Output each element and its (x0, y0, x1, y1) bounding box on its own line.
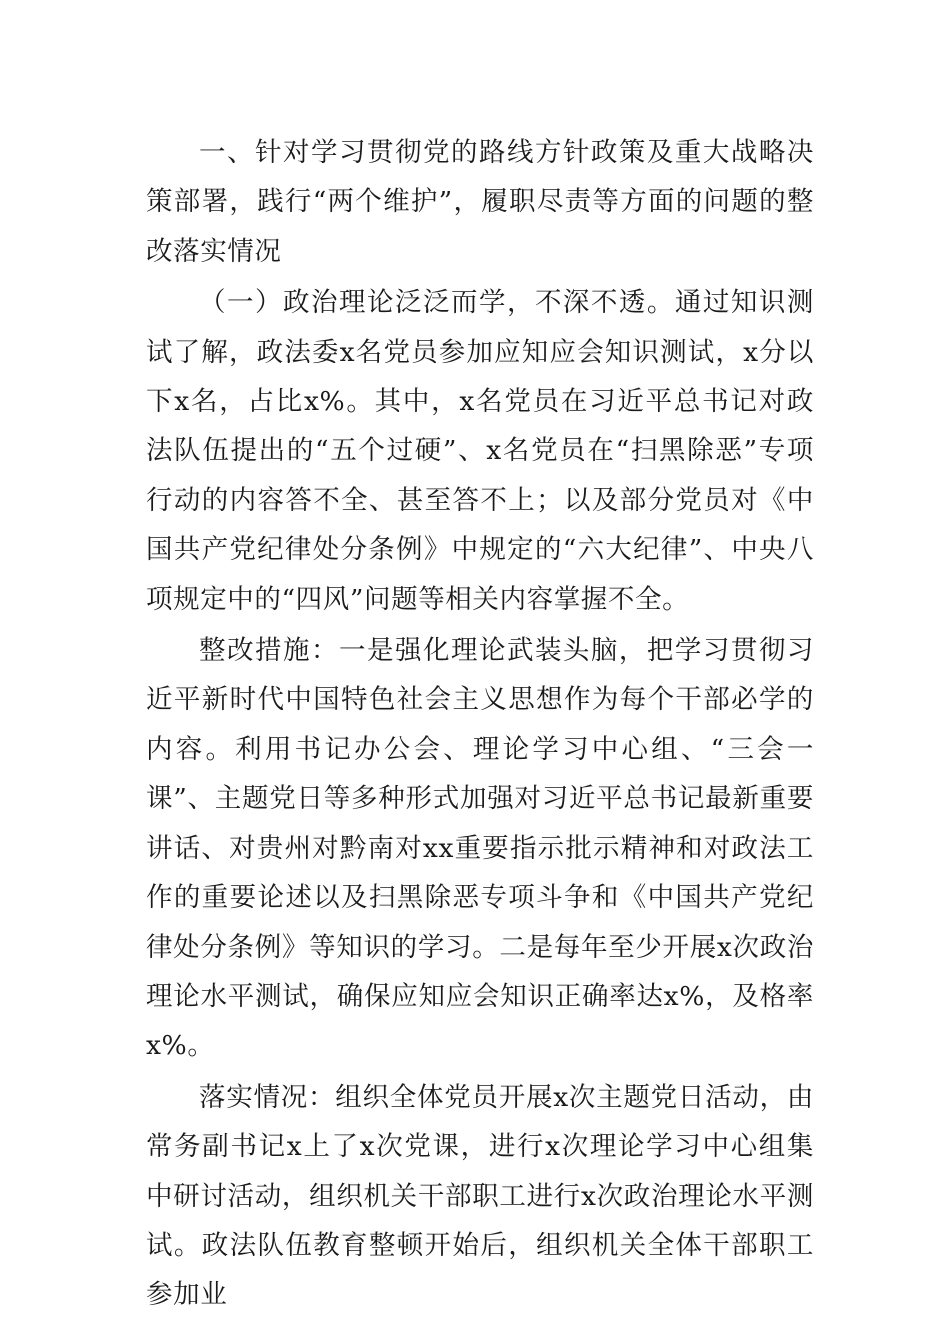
issue-paragraph: （一）政治理论泛泛而学，不深不透。通过知识测试了解，政法委x名党员参加应知应会知识测试，x分以下x名，占比x%。其中，x名党员在习近平总书记对政法队伍提出的“五个过硬”、x名党员在“扫黑除恶”专项行动的内容答不全、甚至答不上；以及部分党员对《中国共产党纪律处分条例》中规定的“六大纪律”、中央八项规定中的“四风”问题等相关内容掌握不全。 (146, 287, 814, 615)
document-body (146, 128, 814, 1320)
implementation-paragraph: 落实情况：组织全体党员开展x次主题党日活动，由常务副书记x上了x次党课，进行x次理论学习中心组集中研讨活动，组织机关干部职工进行x次政治理论水平测试。政法队伍教育整顿开始后，组织机关全体干部职工参加业 (146, 1081, 814, 1311)
section-heading: 一、针对学习贯彻党的路线方针政策及重大战略决策部署，践行“两个维护”，履职尽责等方面的问题的整改落实情况 (146, 137, 814, 267)
measures-paragraph: 整改措施：一是强化理论武装头脑，把学习贯彻习近平新时代中国特色社会主义思想作为每个干部必学的内容。利用书记办公会、理论学习中心组、“三会一课”、主题党日等多种形式加强对习近平总书记最新重要讲话、对贵州对黔南对xx重要指示批示精神和对政法工作的重要论述以及扫黑除恶专项斗争和《中国共产党纪律处分条例》等知识的学习。二是每年至少开展x次政治理论水平测试，确保应知应会知识正确率达x%，及格率x%。 (146, 635, 814, 1062)
